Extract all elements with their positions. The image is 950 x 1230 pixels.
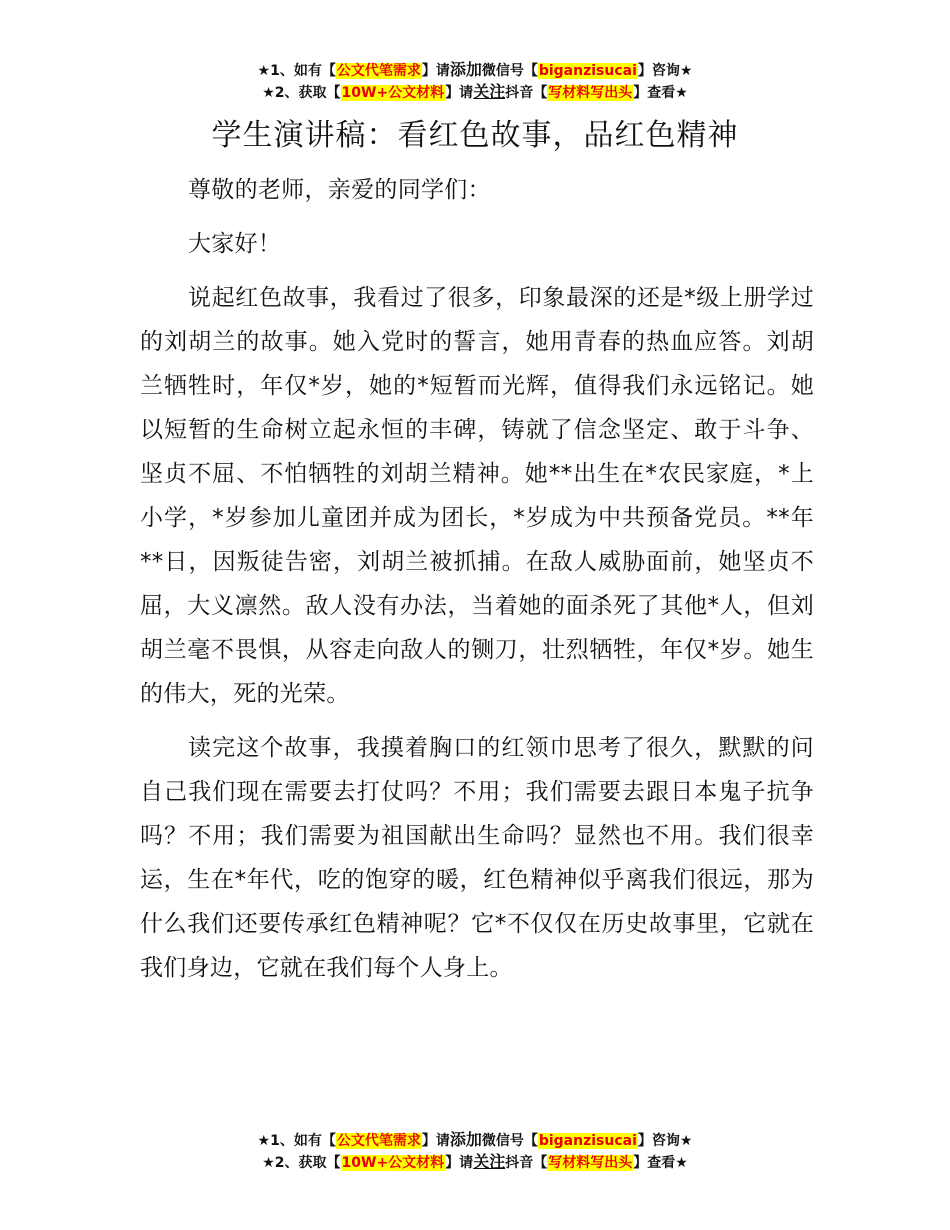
banner-text: 】咨询★ <box>637 1133 693 1149</box>
salutation: 尊敬的老师，亲爱的同学们： <box>188 177 491 203</box>
banner-emphasis: 添加 <box>449 60 482 79</box>
banner-text: ★1、如有【 <box>257 1133 336 1149</box>
banner-text: 】查看★ <box>633 1155 688 1171</box>
banner-text: 抖音【 <box>505 1155 548 1171</box>
banner-emphasis: 关注 <box>473 82 506 101</box>
greeting: 大家好！ <box>188 231 282 257</box>
banner-text: 微信号【 <box>481 63 538 79</box>
banner-highlight: 公文代笔需求 <box>336 63 421 79</box>
banner-text: 】请 <box>445 85 474 101</box>
document-title: 学生演讲稿：看红色故事，品红色精神 <box>211 118 739 153</box>
banner-wechat-id: biganzisucai <box>538 63 637 79</box>
banner-line-2 <box>0 81 950 103</box>
banner-text: 】查看★ <box>633 85 688 101</box>
banner-text: 】请 <box>421 63 450 79</box>
banner-text: ★2、获取【 <box>262 85 341 101</box>
banner-douyin-id: 写材料写出头 <box>548 85 633 101</box>
banner-line-2 <box>0 1151 950 1173</box>
banner-line-1 <box>0 59 950 81</box>
banner-text: 】咨询★ <box>637 63 693 79</box>
banner-highlight: 公文代笔需求 <box>336 1133 421 1149</box>
banner-text: 】请 <box>421 1133 450 1149</box>
banner-emphasis: 添加 <box>449 1130 482 1149</box>
banner-highlight: 10W+公文材料 <box>341 85 445 101</box>
body-paragraph: 说起红色故事，我看过了很多，印象最深的还是*级上册学过的刘胡兰的故事。她入党时的誓言，她用青春的热血应答。刘胡兰牺牲时，年仅*岁，她的*短暂而光辉，值得我们永远铭记。她以短暂的生命树立起永恒的丰碑，铸就了信念坚定、敢于斗争、坚贞不屈、不怕牺牲的刘胡兰精神。她**出生在*农民家庭，*上小学，*岁参加儿童团并成为团长，*岁成为中共预备党员。**年**日，因叛徒告密，刘胡兰被抓捕。在敌人威胁面前，她坚贞不屈，大义凛然。敌人没有办法，当着她的面杀死了其他*人，但刘胡兰毫不畏惧，从容走向敌人的铡刀，壮烈牺牲，年仅*岁。她生的伟大，死的光荣。 <box>140 285 814 707</box>
header-banner <box>0 59 950 103</box>
banner-douyin-id: 写材料写出头 <box>548 1155 633 1171</box>
banner-text: ★1、如有【 <box>257 63 336 79</box>
banner-emphasis: 关注 <box>473 1152 506 1171</box>
banner-text: 微信号【 <box>481 1133 538 1149</box>
banner-wechat-id: biganzisucai <box>538 1133 637 1149</box>
banner-text: 】请 <box>445 1155 474 1171</box>
document-body <box>140 168 814 1000</box>
banner-highlight: 10W+公文材料 <box>341 1155 445 1171</box>
banner-text: ★2、获取【 <box>262 1155 341 1171</box>
banner-text: 抖音【 <box>505 85 548 101</box>
banner-line-1 <box>0 1129 950 1151</box>
body-paragraph: 读完这个故事，我摸着胸口的红领巾思考了很久，默默的问自己我们现在需要去打仗吗？不用；我们需要去跟日本鬼子抗争吗？不用；我们需要为祖国献出生命吗？显然也不用。我们很幸运，生在*年代，吃的饱穿的暖，红色精神似乎离我们很远，那为什么我们还要传承红色精神呢？它*不仅仅在历史故事里，它就在我们身边，它就在我们每个人身上。 <box>140 735 814 981</box>
footer-banner <box>0 1129 950 1173</box>
